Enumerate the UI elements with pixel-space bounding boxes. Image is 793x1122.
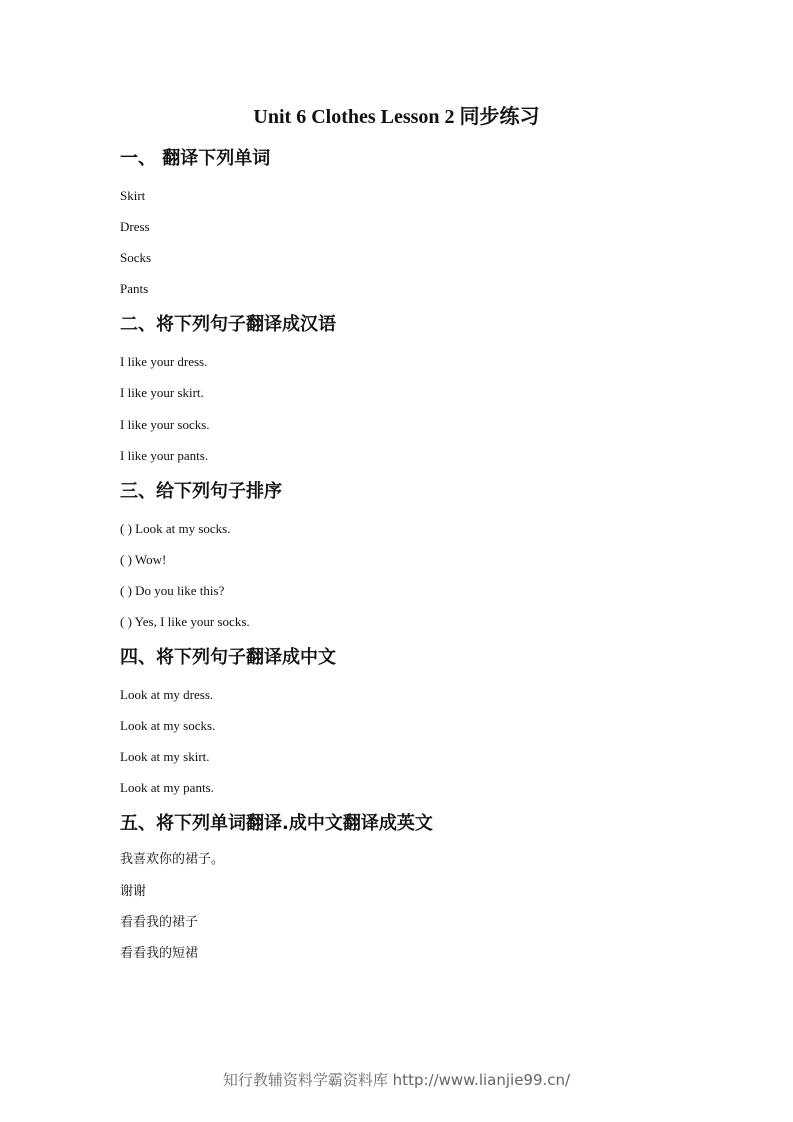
section-4-item-1: Look at my dress. [120, 687, 214, 702]
section-heading-5: 五、将下列单词翻译.成中文翻译成英文 [120, 813, 433, 834]
section-1-item-2: Dress [120, 219, 150, 234]
section-1-item-3: Socks [120, 250, 152, 265]
section-5-item-4: 看看我的短裙 [120, 946, 199, 961]
section-2-item-2: I like your skirt. [120, 385, 204, 400]
section-3-item-4: ( ) Yes, I like your socks. [120, 614, 250, 629]
section-5-item-3: 看看我的裙子 [120, 915, 199, 930]
section-heading-4: 四、将下列句子翻译成中文 [120, 647, 336, 668]
section-heading-3: 三、给下列句子排序 [120, 481, 282, 502]
section-1-item-1: Skirt [120, 188, 146, 203]
section-4-item-2: Look at my socks. [120, 718, 216, 733]
watermark-footer: 知行教辅资料学霸资料库 http://www.lianjie99.cn/ [222, 1071, 571, 1089]
section-heading-2: 二、将下列句子翻译成汉语 [120, 314, 336, 335]
document-title: Unit 6 Clothes Lesson 2 同步练习 [253, 106, 540, 128]
section-2-item-4: I like your pants. [120, 448, 209, 463]
section-2-item-3: I like your socks. [120, 417, 210, 432]
section-heading-1: 一、 翻译下列单词 [120, 148, 271, 169]
section-3-item-2: ( ) Wow! [120, 552, 167, 567]
section-1-item-4: Pants [120, 281, 149, 296]
section-3-item-3: ( ) Do you like this? [120, 583, 225, 598]
section-2-item-1: I like your dress. [120, 354, 208, 369]
section-4-item-3: Look at my skirt. [120, 749, 210, 764]
section-3-item-1: ( ) Look at my socks. [120, 521, 231, 536]
section-4-item-4: Look at my pants. [120, 780, 214, 795]
section-5-item-1: 我喜欢你的裙子。 [120, 852, 225, 867]
section-5-item-2: 谢谢 [120, 884, 147, 899]
